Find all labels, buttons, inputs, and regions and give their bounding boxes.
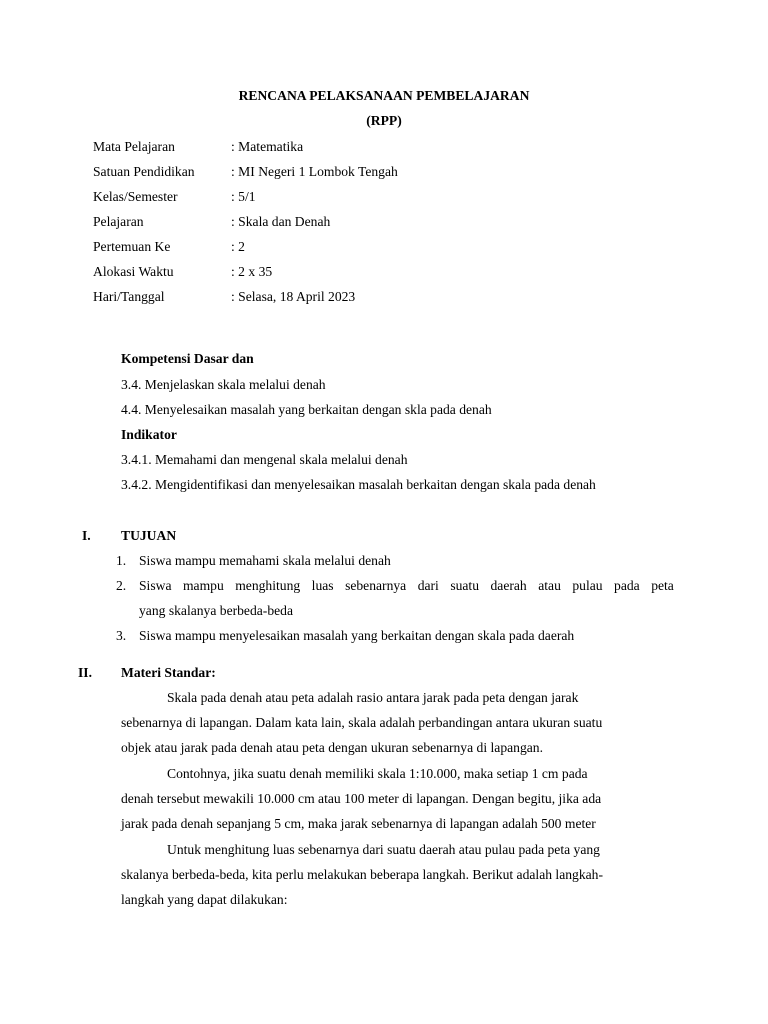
indicator-item: 3.4.1. Memahami dan mengenal skala melalui denah	[121, 452, 408, 467]
paragraph-line: langkah yang dapat dilakukan:	[121, 892, 288, 907]
identity-label: Pertemuan Ke	[93, 239, 171, 254]
paragraph-line: sebenarnya di lapangan. Dalam kata lain, skala adalah perbandingan antara ukuran suatu	[121, 715, 603, 730]
identity-label: Mata Pelajaran	[93, 139, 175, 154]
justified-word: suatu	[450, 578, 480, 593]
justified-word: sebenarnya	[345, 578, 407, 593]
justified-word: menghitung	[235, 578, 301, 593]
paragraph-line: skalanya berbeda-beda, kita perlu melakukan beberapa langkah. Berikut adalah langkah-	[121, 867, 603, 882]
identity-value: : 5/1	[231, 189, 256, 204]
paragraph-line: objek atau jarak pada denah atau peta dengan ukuran sebenarnya di lapangan.	[121, 740, 543, 755]
identity-label: Kelas/Semester	[93, 189, 178, 204]
justified-word: pulau	[572, 578, 603, 593]
list-item-justified	[139, 578, 674, 594]
paragraph-line: Skala pada denah atau peta adalah rasio antara jarak pada peta dengan jarak	[167, 690, 579, 705]
document-subtitle: (RPP)	[366, 113, 402, 128]
list-number: 3.	[116, 628, 127, 643]
justified-word: dari	[417, 578, 439, 593]
list-number: 1.	[116, 553, 127, 568]
paragraph-line: Contohnya, jika suatu denah memiliki skala 1:10.000, maka setiap 1 cm pada	[167, 766, 588, 781]
competency-item: 4.4. Menyelesaikan masalah yang berkaitan dengan skla pada denah	[121, 402, 492, 417]
section-heading: TUJUAN	[121, 528, 177, 543]
justified-word: pada	[614, 578, 640, 593]
identity-label: Pelajaran	[93, 214, 144, 229]
competency-item: 3.4. Menjelaskan skala melalui denah	[121, 377, 326, 392]
identity-label: Hari/Tanggal	[93, 289, 165, 304]
identity-value: : Skala dan Denah	[231, 214, 331, 229]
identity-label: Satuan Pendidikan	[93, 164, 195, 179]
list-item: Siswa mampu memahami skala melalui denah	[139, 553, 391, 568]
identity-value: : Selasa, 18 April 2023	[231, 289, 356, 304]
justified-word: peta	[651, 578, 674, 593]
indicator-heading: Indikator	[121, 427, 177, 442]
justified-word: luas	[311, 578, 334, 593]
justified-word: atau	[538, 578, 561, 593]
identity-label: Alokasi Waktu	[93, 264, 174, 279]
indicator-item: 3.4.2. Mengidentifikasi dan menyelesaikan masalah berkaitan dengan skala pada denah	[121, 477, 596, 492]
justified-word: daerah	[490, 578, 527, 593]
identity-value: : 2	[231, 239, 245, 254]
paragraph-line: Untuk menghitung luas sebenarnya dari suatu daerah atau pulau pada peta yang	[167, 842, 600, 857]
list-item: Siswa mampu menyelesaikan masalah yang berkaitan dengan skala pada daerah	[139, 628, 575, 643]
section-heading: Materi Standar:	[121, 665, 216, 680]
section-number: II.	[78, 665, 92, 680]
justified-word: Siswa	[139, 578, 172, 593]
section-number: I.	[82, 528, 91, 543]
paragraph-line: jarak pada denah sepanjang 5 cm, maka jarak sebenarnya di lapangan adalah 500 meter	[121, 816, 596, 831]
competency-heading: Kompetensi Dasar dan	[121, 351, 254, 366]
identity-value: : Matematika	[231, 139, 304, 154]
justified-word: mampu	[182, 578, 224, 593]
document-title: RENCANA PELAKSANAAN PEMBELAJARAN	[238, 88, 530, 103]
identity-value: : 2 x 35	[231, 264, 273, 279]
identity-value: : MI Negeri 1 Lombok Tengah	[231, 164, 398, 179]
list-number: 2.	[116, 578, 127, 593]
paragraph-line: denah tersebut mewakili 10.000 cm atau 100 meter di lapangan. Dengan begitu, jika ada	[121, 791, 602, 806]
list-item-continuation: yang skalanya berbeda-beda	[139, 603, 293, 618]
